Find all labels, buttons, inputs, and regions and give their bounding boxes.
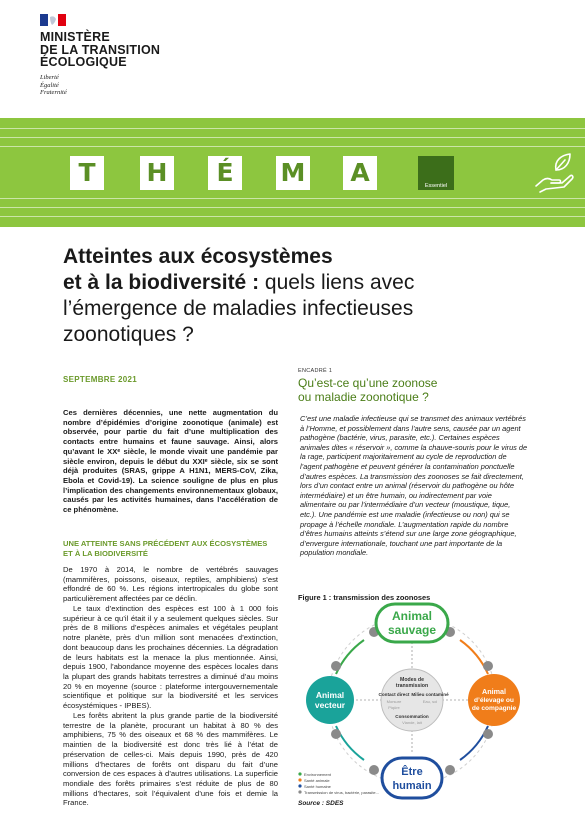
- thema-banner: [0, 118, 585, 227]
- center-faint: Viande, lait: [402, 720, 422, 725]
- publication-date: SEPTEMBRE 2021: [63, 375, 138, 384]
- transmission-icon: [331, 729, 341, 739]
- legend-item: Santé animale: [304, 778, 330, 783]
- legend-item: Environnement: [304, 772, 331, 777]
- article-title-line: Atteintes aux écosystèmes: [63, 245, 333, 268]
- ministry-line: MINISTÈRE: [40, 30, 110, 44]
- figure-source: Source : SDES: [298, 800, 344, 807]
- center-faint: Piqûre: [388, 705, 400, 710]
- box-heading-line: ou maladie zoonotique ?: [298, 389, 429, 404]
- intro-paragraph: Ces dernières décennies, une nette augmentation du nombre d’épidémies d’origine zoonotique (animale) est observée, pour partie du fait d’une multiplication des contacts entre humains et faune sauvage. Ainsi, alors qu’avant le XXᵉ siècle, le monde vivait une pandémie par siècle environ, depuis le début du XXIᵉ siècle, six se sont déjà produites (SRAS, grippe A H1N1, MERS-CoV, Zika, Ebola et Covid-19). La science souligne de plus en plus l’implication des changements environnementaux globaux, causés par les activités humaines, dans l’accélération de ce phénomène.: [63, 408, 278, 515]
- box-heading-line: Qu’est-ce qu’une zoonose: [298, 376, 438, 390]
- node-etre-humain: [382, 758, 442, 798]
- section-subheading: UNE ATTEINTE SANS PRÉCÉDENT AUX ÉCOSYSTÈMES ET À LA BIODIVERSITÉ: [63, 539, 268, 558]
- title-regular-part: quels liens avec: [259, 271, 415, 294]
- motto-line: Égalité: [40, 81, 59, 89]
- transmission-icon: [331, 661, 341, 671]
- legend-item: Santé humaine: [304, 784, 331, 789]
- banner-letter: É: [208, 156, 242, 190]
- transmission-icon: [483, 661, 493, 671]
- transmission-icon: [369, 765, 379, 775]
- node-label: Être: [401, 766, 423, 778]
- motto-line: Fraternité: [40, 89, 67, 96]
- center-item: Consommation: [395, 714, 429, 719]
- body-paragraph: Les forêts abritent la plus grande partie de la biodiversité terrestre de la planète, procurant un habitat à 80 % des amphibiens, 75 % des oiseaux et 68 % des mammifères. Le maintien de la biodiversité est donc très lié à l’état de préservation de celles-ci. Mais depuis 1990, près de 420 millions d’hectares de forêts ont disparu du fait d’une conversion de ces espaces à d’autres utilisations. La superficie mondiale des forêts primaires s’est réduite de plus de 80 millions d’hectares, soit l’équivalent d’une fois et demie la France.: [63, 711, 278, 808]
- figure-caption: Figure 1 : transmission des zoonoses: [298, 593, 431, 602]
- node-label: vecteur: [314, 700, 346, 710]
- center-title-line: transmission: [395, 683, 429, 689]
- banner-letter: H: [140, 156, 174, 190]
- center-faint: Morsure: [386, 699, 402, 704]
- node-label: Animal: [391, 609, 433, 623]
- body-paragraph: Le taux d’extinction des espèces est 100 à 1 000 fois supérieur à ce qu’il était il y a seulement quelques siècles. Sur près de 8 millions d’espèces animales et végétales peuplant notre planète, près d’un million sont menacées d’extinction, dont beaucoup dans les prochaines décennies. La dégradation de leurs habitats est la menace la plus mentionnée. Ainsi, depuis 1900, l’abondance moyenne des espèces locales dans la plupart des grands habitats terrestres a diminué d’au moins 20 % en moyenne (source : plateforme intergouvernementale scientifique et politique sur la biodiversité et les services écosystémiques - IPBES).: [63, 604, 278, 711]
- center-title-line: Modes de: [400, 677, 424, 683]
- ministry-name: [40, 31, 200, 69]
- ministry-line: ÉCOLOGIQUE: [40, 55, 127, 69]
- ministry-line: DE LA TRANSITION: [40, 42, 161, 57]
- center-faint: Eau, sol: [422, 699, 438, 704]
- node-label: humain: [392, 780, 432, 792]
- banner-letter: T: [70, 156, 104, 190]
- center-item: Milieu contaminé: [411, 692, 449, 697]
- article-title-line: [63, 271, 543, 295]
- box-heading: [298, 377, 528, 404]
- legend-item: Transmission de virus, bactérie, parasite...: [304, 790, 379, 795]
- diagram-legend: [298, 772, 379, 795]
- node-label: Animal: [482, 687, 506, 696]
- node-label: de compagnie: [471, 705, 517, 712]
- motto-line: Liberté: [40, 74, 59, 81]
- marianne-logo: [40, 14, 66, 26]
- box-label: ENCADRÉ 1: [298, 368, 333, 374]
- article-title-line: zoonotiques ?: [63, 323, 194, 346]
- transmission-icon: [483, 729, 493, 739]
- banner-letter: M: [276, 156, 310, 190]
- center-item: Contact direct: [378, 692, 410, 697]
- node-label: d’élevage ou: [474, 697, 514, 704]
- arrow-arc: [460, 726, 488, 760]
- zoonose-transmission-diagram: [296, 602, 528, 804]
- node-label: Animal: [315, 690, 345, 700]
- article-title-line: l’émergence de maladies infectieuses: [63, 297, 414, 320]
- essentiel-badge: Essentiel: [418, 156, 454, 190]
- body-paragraph: De 1970 à 2014, le nombre de vertébrés sauvages (mammifères, poissons, oiseaux, reptiles, amphibiens) s’est effondré de 60 %. Les régions intertropicales du globe sont particulièrement affectées par ce déclin.: [63, 565, 278, 604]
- transmission-icon: [445, 765, 455, 775]
- republic-motto: [40, 74, 67, 97]
- title-bold-part: et à la biodiversité :: [63, 271, 260, 294]
- banner-letter: A: [343, 156, 377, 190]
- hand-leaf-icon: [532, 150, 576, 194]
- box-body: C’est une maladie infectieuse qui se transmet des animaux vertébrés à l’Homme, et possiblement dans l’autre sens, causée par un agent pathogène (bactérie, virus, parasite, etc.). Certaines espèces animales dites « réservoir », comme la chauve-souris pour le virus de la rage, participent majoritairement au cycle de reproduction de l’agent pathogène et peuvent générer la contamination ponctuelle d’autres espèces. La transmission des zoonoses se fait directement, lors d’un contact entre un animal (réservoir du pathogène ou hôte intermédiaire) et un être humain, ou indirectement par voie alimentaire ou par l’intermédiaire d’un vecteur (moustique, tique, etc.). Une pandémie est une maladie (infectieuse ou non) qui se propage à l’échelle mondiale. L’augmentation rapide du nombre d’êtres humains atteints s’étend sur une large zone géographique, d’envergure internationale, touchant une part importante de la population mondiale.: [300, 414, 528, 558]
- node-label: sauvage: [387, 623, 437, 637]
